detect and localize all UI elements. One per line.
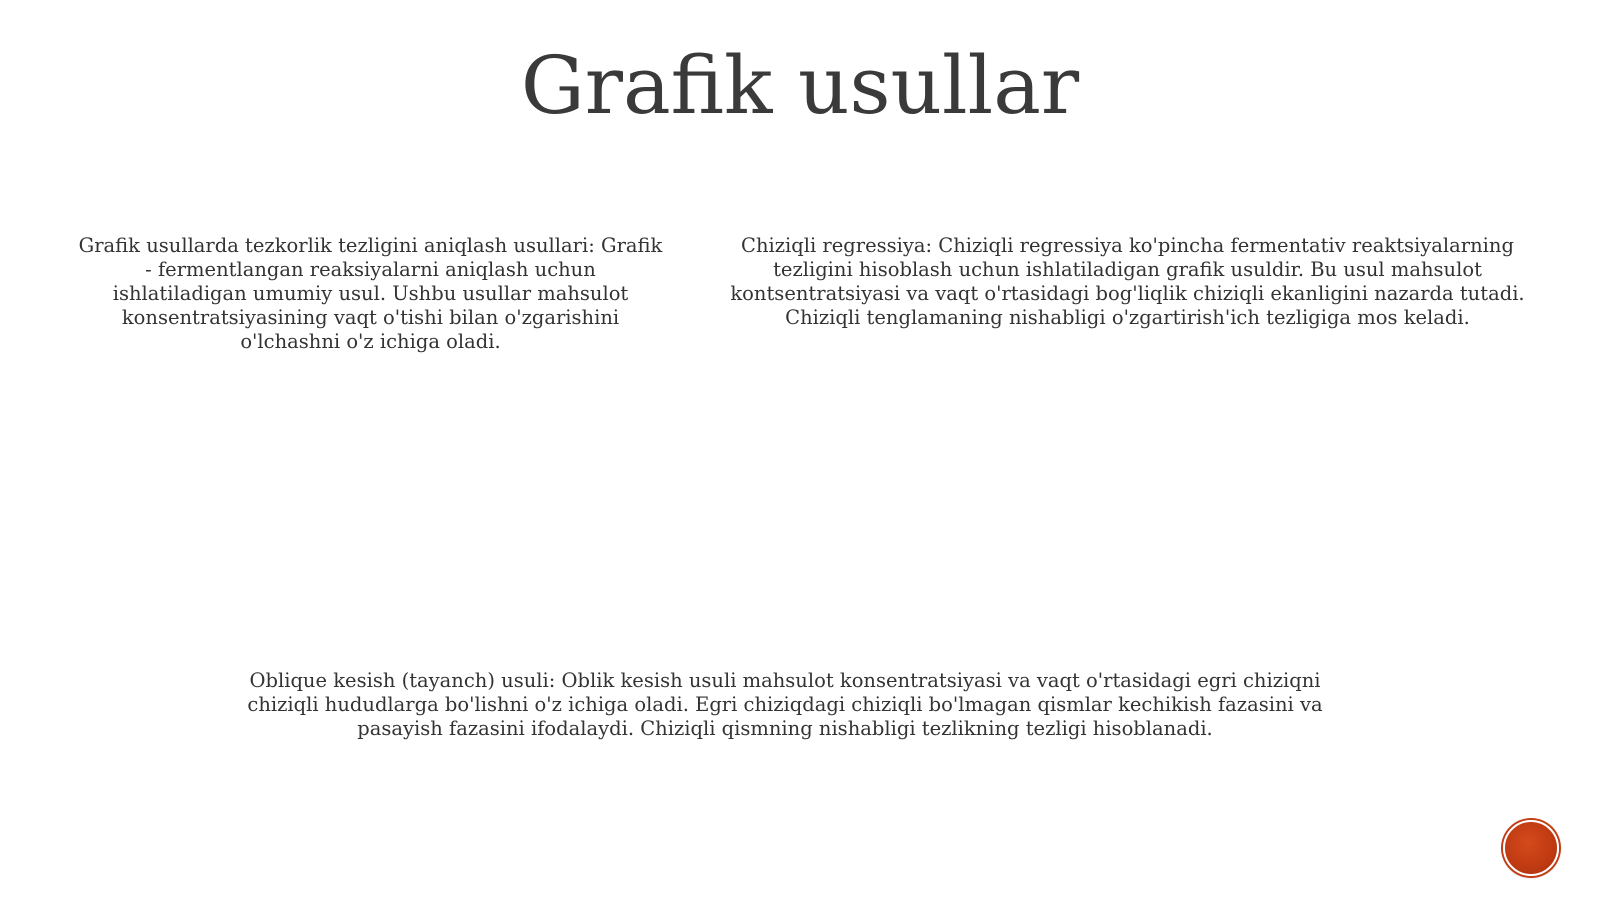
text-block-linear-regression: Chiziqli regressiya: Chiziqli regressiya ko'pincha fermentativ reaktsiyalarning tezligini hisoblash uchun ishlatiladigan grafik usuldir. Bu usul mahsulot kontsentratsiyasi va vaqt o'rtasidagi bog'liqlik chiziqli ekanligini nazarda tutadi. Chiziqli tenglamaning nishabligi o'zgartirish'ich tezligiga mos keladi. [730, 234, 1525, 329]
circle-nav-icon[interactable] [1503, 820, 1559, 876]
text-block-graphical-methods: Grafik usullarda tezkorlik tezligini aniqlash usullari: Grafik - fermentlangan reaksiyalarni aniqlash uchun ishlatiladigan umumiy usul. Ushbu usullar mahsulot konsentratsiyasining vaqt o'tishi bilan o'zgarishini o'lchashni o'z ichiga oladi. [78, 234, 663, 353]
text-block-oblique-method: Oblique kesish (tayanch) usuli: Oblik kesish usuli mahsulot konsentratsiyasi va vaqt o'rtasidagi egri chiziqni chiziqli hududlarga bo'lishni o'z ichiga oladi. Egri chiziqdagi chiziqli bo'lmagan qismlar kechikish fazasini va pasayish fazasini ifodalaydi. Chiziqli qismning nishabligi tezlikning tezligi hisoblanadi. [247, 669, 1323, 740]
slide-title: Grafik usullar [520, 39, 1080, 132]
